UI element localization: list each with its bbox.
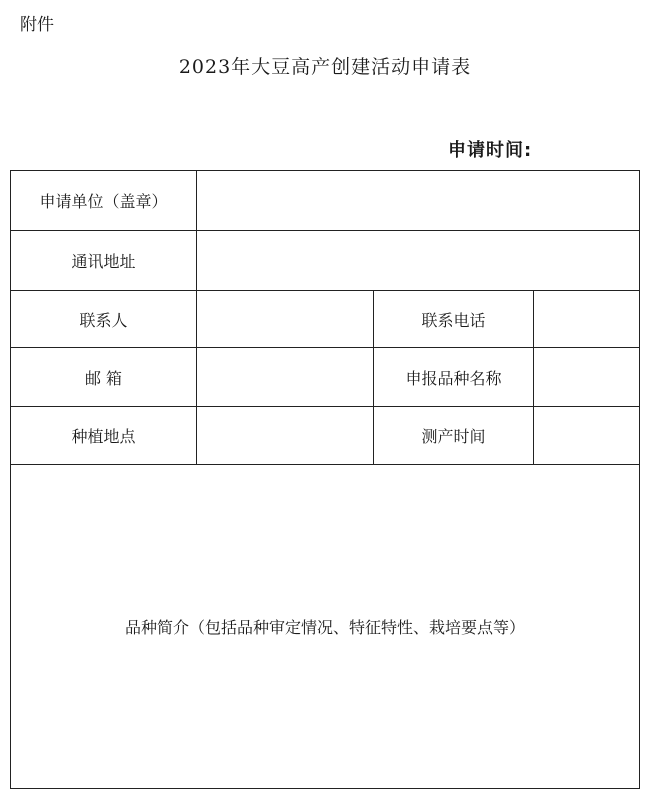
page-title: 2023年大豆高产创建活动申请表: [178, 56, 472, 78]
row-email: [11, 348, 640, 407]
unit-field[interactable]: [197, 171, 640, 231]
location-label: 种植地点: [11, 407, 197, 465]
intro-field[interactable]: [11, 465, 640, 789]
contact-label: 联系人: [11, 291, 197, 348]
address-label: 通讯地址: [11, 231, 197, 291]
row-contact: [11, 291, 640, 348]
unit-label: 申请单位（盖章）: [11, 171, 197, 231]
row-intro: [11, 465, 640, 789]
phone-label: 联系电话: [374, 291, 534, 348]
row-unit: [11, 171, 640, 231]
application-form-table: [10, 170, 640, 789]
email-field[interactable]: [197, 348, 374, 407]
yield-time-label: 测产时间: [374, 407, 534, 465]
phone-field[interactable]: [534, 291, 640, 348]
yield-time-field[interactable]: [534, 407, 640, 465]
location-field[interactable]: [197, 407, 374, 465]
contact-field[interactable]: [197, 291, 374, 348]
row-location: [11, 407, 640, 465]
address-field[interactable]: [197, 231, 640, 291]
attachment-label: 附件: [20, 15, 54, 35]
row-address: [11, 231, 640, 291]
variety-field[interactable]: [534, 348, 640, 407]
intro-label: 品种简介（包括品种审定情况、特征特性、栽培要点等）: [125, 618, 526, 637]
apply-time-label: 申请时间:: [448, 140, 533, 161]
email-label: 邮 箱: [11, 348, 197, 407]
variety-label: 申报品种名称: [374, 348, 534, 407]
